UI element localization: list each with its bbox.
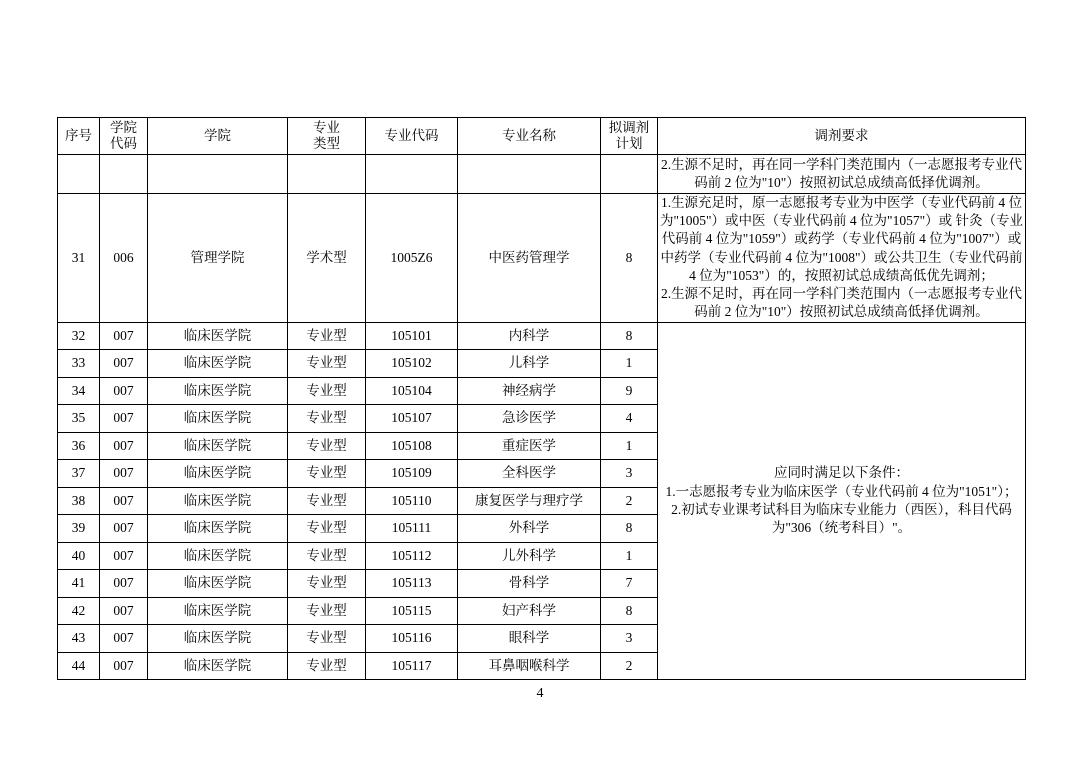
cell-seq: 38	[58, 487, 100, 515]
cell-major-code: 105109	[366, 460, 458, 488]
cell-college: 临床医学院	[148, 625, 288, 653]
header-major-type-line1: 专业	[313, 120, 340, 136]
cell-seq: 43	[58, 625, 100, 653]
header-college-code-line2: 代码	[110, 136, 137, 151]
cell-major-code: 105108	[366, 432, 458, 460]
cell-college: 管理学院	[148, 194, 288, 323]
header-major-code: 专业代码	[366, 118, 458, 155]
cell-seq: 39	[58, 515, 100, 543]
cell-requirement-clinical	[658, 322, 1026, 680]
cell-college: 临床医学院	[148, 405, 288, 433]
table-header-row	[58, 118, 1026, 155]
header-major-type	[288, 118, 366, 155]
cell-major-type: 专业型	[288, 405, 366, 433]
cell-major-type	[288, 155, 366, 194]
cell-plan: 3	[601, 625, 658, 653]
cell-major-name: 神经病学	[458, 377, 601, 405]
cell-major-type: 专业型	[288, 652, 366, 680]
cell-college: 临床医学院	[148, 460, 288, 488]
cell-major-type: 专业型	[288, 570, 366, 598]
cell-major-type: 专业型	[288, 432, 366, 460]
header-requirement: 调剂要求	[658, 118, 1026, 155]
cell-major-type: 专业型	[288, 597, 366, 625]
cell-major-code: 105116	[366, 625, 458, 653]
cell-major-name: 儿科学	[458, 350, 601, 378]
cell-college: 临床医学院	[148, 322, 288, 350]
cell-major-code: 1005Z6	[366, 194, 458, 323]
cell-major-name	[458, 155, 601, 194]
clinical-requirement-line-1: 应同时满足以下条件：	[774, 465, 909, 481]
cell-major-type: 专业型	[288, 542, 366, 570]
requirement-line-2: 2.生源不足时，再在同一学科门类范围内（一志愿报考专业代码前 2 位为"10"）按照初试总成绩高低择优调剂。	[660, 286, 1023, 320]
cell-major-code: 105117	[366, 652, 458, 680]
header-college-code-line1: 学院	[110, 120, 137, 136]
cell-plan: 3	[601, 460, 658, 488]
cell-major-name: 眼科学	[458, 625, 601, 653]
cell-major-name: 内科学	[458, 322, 601, 350]
cell-college-code: 007	[100, 625, 148, 653]
cell-plan: 1	[601, 542, 658, 570]
table-body	[58, 155, 1026, 680]
cell-requirement	[658, 194, 1026, 323]
cell-plan: 2	[601, 487, 658, 515]
cell-college-code: 007	[100, 322, 148, 350]
cell-major-name: 妇产科学	[458, 597, 601, 625]
cell-major-code: 105111	[366, 515, 458, 543]
cell-major-name: 外科学	[458, 515, 601, 543]
cell-seq: 35	[58, 405, 100, 433]
cell-seq: 40	[58, 542, 100, 570]
header-plan-line2: 计划	[615, 136, 643, 151]
cell-major-name: 耳鼻咽喉科学	[458, 652, 601, 680]
cell-plan: 4	[601, 405, 658, 433]
table-header	[58, 118, 1026, 155]
cell-college-code: 007	[100, 405, 148, 433]
cell-college: 临床医学院	[148, 432, 288, 460]
header-plan-line1: 拟调剂	[608, 120, 650, 136]
header-plan	[601, 118, 658, 155]
cell-college: 临床医学院	[148, 350, 288, 378]
header-seq: 序号	[58, 118, 100, 155]
cell-major-code: 105102	[366, 350, 458, 378]
header-college: 学院	[148, 118, 288, 155]
cell-college-code: 007	[100, 515, 148, 543]
cell-plan: 8	[601, 322, 658, 350]
cell-major-code: 105112	[366, 542, 458, 570]
cell-college-code	[100, 155, 148, 194]
clinical-requirement-line-2: 1.一志愿报考专业为临床医学（专业代码前 4 位为"1051"）；	[665, 483, 1018, 499]
cell-major-type: 专业型	[288, 487, 366, 515]
cell-major-type: 专业型	[288, 460, 366, 488]
cell-major-name: 骨科学	[458, 570, 601, 598]
cell-major-code: 105115	[366, 597, 458, 625]
cell-seq: 41	[58, 570, 100, 598]
header-college-code	[100, 118, 148, 155]
clinical-requirement-line-3: 2.初试专业课考试科目为临床专业能力（西医），科目代码为"306（统考科目）"。	[671, 501, 1012, 535]
cell-major-type: 专业型	[288, 377, 366, 405]
cell-plan: 1	[601, 432, 658, 460]
table-row	[58, 322, 1026, 350]
header-major-type-line2: 类型	[313, 136, 340, 151]
cell-plan: 1	[601, 350, 658, 378]
table-row	[58, 194, 1026, 323]
cell-major-name: 急诊医学	[458, 405, 601, 433]
cell-seq: 37	[58, 460, 100, 488]
cell-major-code: 105113	[366, 570, 458, 598]
cell-college-code: 007	[100, 652, 148, 680]
cell-plan	[601, 155, 658, 194]
cell-college-code: 007	[100, 377, 148, 405]
cell-seq: 33	[58, 350, 100, 378]
cell-major-type: 专业型	[288, 625, 366, 653]
cell-seq: 32	[58, 322, 100, 350]
cell-college	[148, 155, 288, 194]
cell-college-code: 007	[100, 542, 148, 570]
cell-major-name: 全科医学	[458, 460, 601, 488]
cell-college-code: 007	[100, 432, 148, 460]
cell-seq: 44	[58, 652, 100, 680]
cell-major-type: 学术型	[288, 194, 366, 323]
cell-major-code	[366, 155, 458, 194]
cell-major-name: 儿外科学	[458, 542, 601, 570]
cell-plan: 8	[601, 597, 658, 625]
cell-plan: 8	[601, 194, 658, 323]
cell-college-code: 007	[100, 597, 148, 625]
cell-seq: 31	[58, 194, 100, 323]
page-number: 4	[536, 686, 544, 701]
cell-college-code: 006	[100, 194, 148, 323]
cell-plan: 2	[601, 652, 658, 680]
cell-major-type: 专业型	[288, 515, 366, 543]
cell-major-code: 105107	[366, 405, 458, 433]
cell-college: 临床医学院	[148, 652, 288, 680]
cell-plan: 9	[601, 377, 658, 405]
cell-college: 临床医学院	[148, 377, 288, 405]
cell-major-code: 105110	[366, 487, 458, 515]
table-row	[58, 155, 1026, 194]
cell-seq	[58, 155, 100, 194]
cell-major-code: 105101	[366, 322, 458, 350]
cell-college-code: 007	[100, 350, 148, 378]
cell-seq: 42	[58, 597, 100, 625]
cell-plan: 7	[601, 570, 658, 598]
adjustment-plan-table	[57, 117, 1026, 680]
cell-seq: 34	[58, 377, 100, 405]
header-major-name: 专业名称	[458, 118, 601, 155]
cell-major-type: 专业型	[288, 350, 366, 378]
cell-major-type: 专业型	[288, 322, 366, 350]
cell-major-name: 康复医学与理疗学	[458, 487, 601, 515]
cell-requirement-continued: 2.生源不足时，再在同一学科门类范围内（一志愿报考专业代码前 2 位为"10"）按照初试总成绩高低择优调剂。	[658, 155, 1026, 194]
cell-seq: 36	[58, 432, 100, 460]
cell-college: 临床医学院	[148, 542, 288, 570]
cell-college: 临床医学院	[148, 487, 288, 515]
cell-college-code: 007	[100, 460, 148, 488]
cell-college: 临床医学院	[148, 515, 288, 543]
cell-college-code: 007	[100, 570, 148, 598]
cell-major-name: 中医药管理学	[458, 194, 601, 323]
cell-college-code: 007	[100, 487, 148, 515]
cell-major-code: 105104	[366, 377, 458, 405]
adjustment-plan-table-wrapper	[57, 117, 1025, 680]
cell-college: 临床医学院	[148, 597, 288, 625]
requirement-line-1: 1.生源充足时，原一志愿报考专业为中医学（专业代码前 4 位为"1005"）或中医（专业代码前 4 位为"1057"）或 针灸（专业代码前 4 位为"1059"）或药学（专业代码前 4 位为"1007"）或中药学（专业代码前 4 位为"1008"）或公共卫生（专业代码前 4 位为"1053"）的，按照初试总成绩高低优先调剂；	[660, 195, 1023, 283]
cell-plan: 8	[601, 515, 658, 543]
cell-major-name: 重症医学	[458, 432, 601, 460]
cell-college: 临床医学院	[148, 570, 288, 598]
